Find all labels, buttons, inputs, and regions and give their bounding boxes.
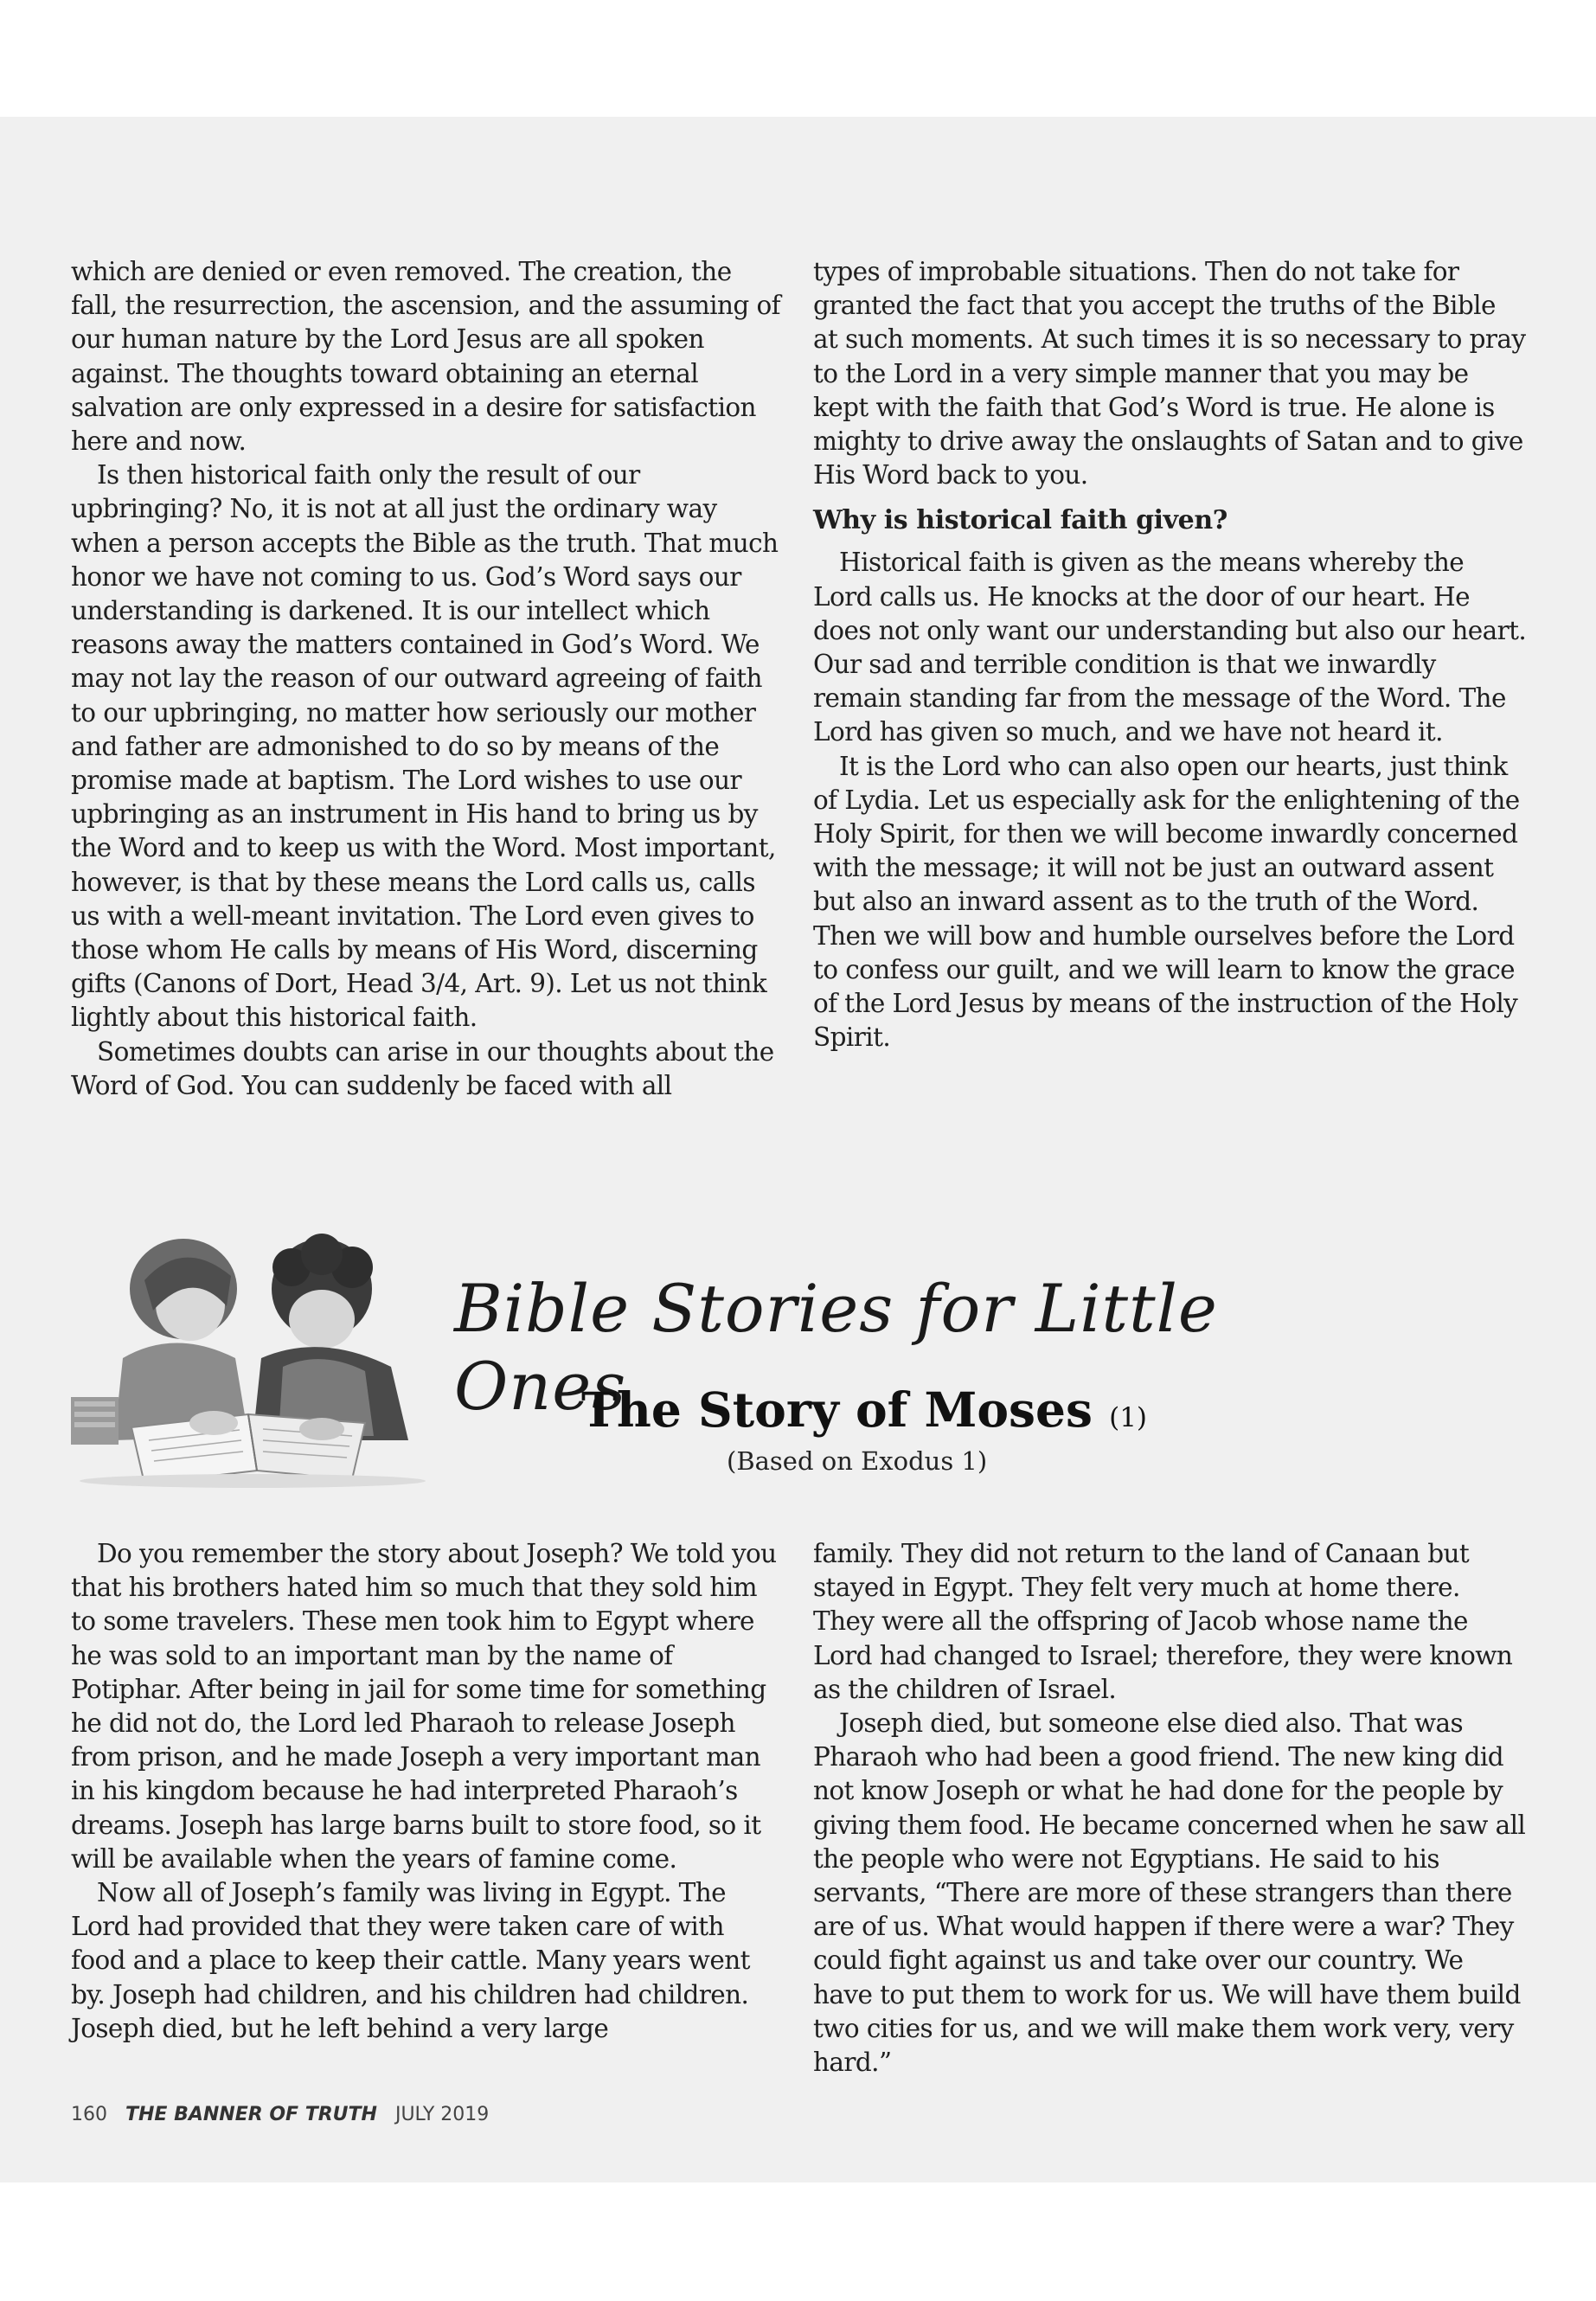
story-title-text: The Story of Moses: [581, 1381, 1093, 1438]
magazine-name: THE BANNER OF TRUTH: [125, 2104, 377, 2125]
story-part-number: (1): [1109, 1402, 1148, 1433]
page-number: 160: [71, 2104, 107, 2125]
story-title: [581, 1380, 1187, 1448]
paragraph: It is the Lord who can also open our hearts, just think of Lydia. Let us especially ask for the enlightening of the Holy Spirit, for then we will become inwardly concerned with the message; it will not be just an outward assent but also an inward assent as to the truth of the Word. Then we will bow and humble ourselves before the Lord to confess our guilt, and we will learn to know the grace of the Lord Jesus by means of the instruction of the Holy Spirit.: [813, 751, 1520, 1053]
paragraph: which are denied or even removed. The creation, the fall, the resurrection, the ascension, and the assuming of our human nature by the Lord Jesus are all spoken against. The thoughts toward obtaining an eternal salvation are only expressed in a desire for satisfaction here and now.: [71, 257, 780, 457]
paragraph: Is then historical faith only the result of our upbringing? No, it is not at all just the ordinary way when a person accepts the Bible as the truth. That much honor we have not coming to us. God’s Word says our understanding is darkened. It is our intellect which reasons away the matters contained in God’s Word. We may not lay the reason of our outward agreeing of faith to our upbringing, no matter how seriously our mother and father are admonished to do so by means of the promise made at baptism. The Lord wishes to use our upbringing as an instrument in His hand to bring us by the Word and to keep us with the Word. Most important, however, is that by these means the Lord calls us, calls us with a well-meant invitation. The Lord even gives to those whom He calls by means of His Word, discerning gifts (Canons of Dort, Head 3/4, Art. 9). Let us not think lightly about this historical faith.: [71, 460, 779, 1033]
paragraph: Now all of Joseph’s family was living in Egypt. The Lord had provided that they were taken care of with food and a place to keep their cattle. Many years went by. Joseph had children, and his children had children. Joseph died, but he left behind a very large: [71, 1878, 750, 2043]
paragraph: types of improbable situations. Then do not take for granted the fact that you accept the truths of the Bible at such moments. At such times it is so necessary to pray to the Lord in a very simple manner that you may be kept with the faith that God’s Word is true. He alone is mighty to drive away the onslaughts of Satan and to give His Word back to you.: [813, 257, 1526, 490]
article-column-right: [813, 255, 1527, 1054]
paragraph: Do you remember the story about Joseph? We told you that his brothers hated him so much that they sold him to some travelers. These men took him to Egypt where he was sold to an important man by the name of Potiphar. After being in jail for some time for something he did not do, the Lord led Pharaoh to release Joseph from prison, and he made Joseph a very important man in his kingdom because he had interpreted Pharaoh’s dreams. Joseph has large barns built to store food, so it will be available when the years of famine come.: [71, 1539, 777, 1874]
paragraph: Joseph died, but someone else died also. That was Pharaoh who had been a good friend. The new king did not know Joseph or what he had done for the people by giving them food. He became concerned when he saw all the people who were not Egyptians. He said to his servants, “There are more of these strangers than there are of us. What would happen if there were a war? They could fight against us and take over our country. We have to put them to work for us. We will have them build two cities for us, and we will make them work very, very hard.”: [813, 1708, 1526, 2078]
paragraph: family. They did not return to the land of Canaan but stayed in Egypt. They felt very much at home there. They were all the offspring of Jacob whose name the Lord had changed to Israel; therefore, they were known as the children of Israel.: [813, 1539, 1513, 1704]
story-column-left: [71, 1537, 785, 2046]
series-title: Bible Stories for Little Ones: [454, 1270, 1218, 1425]
story-subtitle: (Based on Exodus 1): [727, 1446, 988, 1476]
paragraph: Historical faith is given as the means whereby the Lord calls us. He knocks at the door of our heart. He does not only want our understanding but also our heart. Our sad and terrible condition is that we inwardly remain standing far from the message of the Word. The Lord has given so much, and we have not heard it.: [813, 548, 1527, 747]
page-footer: [71, 2104, 489, 2125]
story-column-right: [813, 1537, 1527, 2080]
section-heading: Why is historical faith given?: [813, 505, 1227, 536]
issue-date: JULY 2019: [394, 2104, 490, 2125]
children-reading-bible-illustration: [62, 1228, 443, 1488]
article-column-left: [71, 255, 785, 1103]
paragraph: Sometimes doubts can arise in our thoughts about the Word of God. You can suddenly be faced with all: [71, 1036, 774, 1100]
